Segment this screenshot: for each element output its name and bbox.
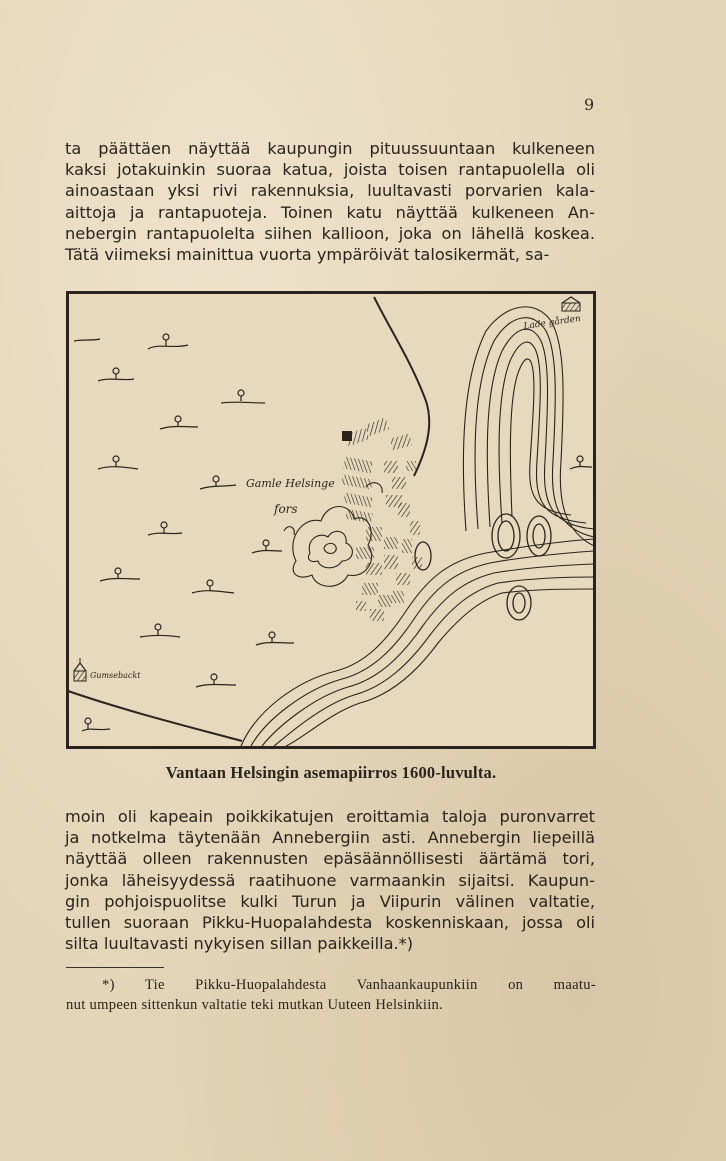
text-line: ainoastaan yksi rivi rakennuksia, luultavasti porvarien kala- xyxy=(65,181,595,201)
town-label: Gamle Helsinge xyxy=(246,477,335,490)
text-line: jonka läheisyydessä raatihuone varmaankin sijaitsi. Kaupun- xyxy=(65,870,595,890)
text-line: ta päättäen näyttää kaupungin pituussuuntaan kulkeneen xyxy=(65,139,595,158)
text-line: ja notkelma täytenään Annebergiin asti. Annebergin liepeillä xyxy=(65,828,595,848)
map-figure xyxy=(66,291,596,749)
bottom-paragraph xyxy=(65,806,595,954)
figure-caption: Vantaan Helsingin asemapiirros 1600-luvulta. xyxy=(165,763,497,782)
church-label: Gumsebackt xyxy=(90,671,141,680)
estate-label: Lade gården xyxy=(523,314,582,332)
text-line: tullen suoraan Pikku-Huopalahdesta koskenniskaan, jossa oli xyxy=(65,913,595,933)
text-line: kaksi jotakuinkin suoraa katua, joista toisen rantapuolella oli xyxy=(65,160,595,180)
text-line: moin oli kapeain poikkikatujen eroittamia taloja puronvarret xyxy=(65,807,595,826)
footnote-line: nut umpeen sittenkun valtatie teki mutkan Uuteen Helsinkiin. xyxy=(66,997,444,1013)
text-line: näyttää olleen rakennusten epäsäännöllisesti äärtämä tori, xyxy=(65,849,595,869)
page-number: 9 xyxy=(584,95,595,114)
text-line: silta luultavasti nykyisen sillan paikkeilla.*) xyxy=(65,934,414,954)
historic-map xyxy=(66,291,596,749)
text-line: Tätä viimeksi mainittua vuorta ympäröivät talosikermät, sa- xyxy=(65,245,550,265)
town-label-line2: fors xyxy=(274,502,298,516)
footnote-line: *) Tie Pikku-Huopalahdesta Vanhaankaupunkiin on maatu- xyxy=(102,977,596,993)
footnote xyxy=(66,975,596,1015)
text-line: gin pohjoispuolitse kulki Turun ja Viipurin välinen valtatie, xyxy=(65,891,595,911)
top-paragraph xyxy=(65,138,595,265)
text-line: aittoja ja rantapuoteja. Toinen katu näyttää kulkeneen An- xyxy=(65,202,595,222)
text-line: nebergin rantapuolelta siihen kallioon, joka on lähellä koskea. xyxy=(65,223,595,243)
footnote-divider xyxy=(66,967,164,968)
